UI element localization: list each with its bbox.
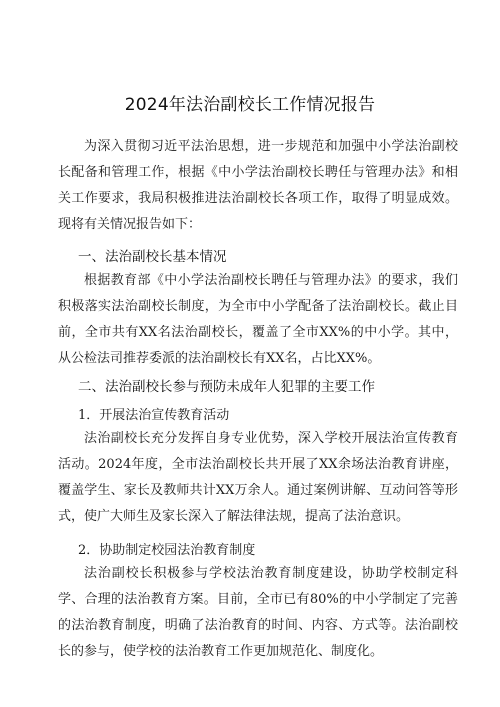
intro-text: 为深入贯彻习近平法治思想，进一步规范和加强中小学法治副校长配备和管理工作，根据《中小学法治副校长聘任与管理办法》和相关工作要求，我局积极推进法治副校长各项工作，取得了明显成效。现将有关情况报告如下：	[58, 139, 458, 232]
item-2-text: 法治副校长积极参与学校法治教育制度建设，协助学校制定科学、合理的法治教育方案。目前，全市已有80%的中小学制定了完善的法治教育制度，明确了法治教育的时间、内容、方式等。法治副校长的参与，使学校的法治教育工作更加规范化、制度化。	[58, 566, 458, 659]
section-1-heading: 一、法治副校长基本情况	[78, 249, 227, 265]
intro-paragraph	[58, 134, 458, 238]
item-2-heading: 2．协助制定校园法治教育制度	[78, 543, 256, 558]
item-1-text: 法治副校长充分发挥自身专业优势，深入学校开展法治宣传教育活动。2024年度，全市法治副校长共开展了XX余场法治教育讲座，覆盖学生、家长及教师共计XX万余人。通过案例讲解、互动问答等形式，使广大师生及家长深入了解法律法规，提高了法治意识。	[58, 431, 458, 524]
section-2-heading: 二、法治副校长参与预防未成年人犯罪的主要工作	[78, 379, 375, 395]
document-title: 2024年法治副校长工作情况报告	[124, 95, 376, 115]
section-1-text: 根据教育部《中小学法治副校长聘任与管理办法》的要求，我们积极落实法治副校长制度，为全市中小学配备了法治副校长。截止目前，全市共有XX名法治副校长，覆盖了全市XX%的中小学。其中，从公检法司推荐委派的法治副校长有XX名，占比XX%。	[58, 273, 458, 366]
item-2-paragraph	[58, 561, 458, 665]
item-1-paragraph	[58, 426, 458, 530]
section-1-paragraph	[58, 268, 458, 372]
item-1-heading: 1．开展法治宣传教育活动	[78, 408, 230, 423]
